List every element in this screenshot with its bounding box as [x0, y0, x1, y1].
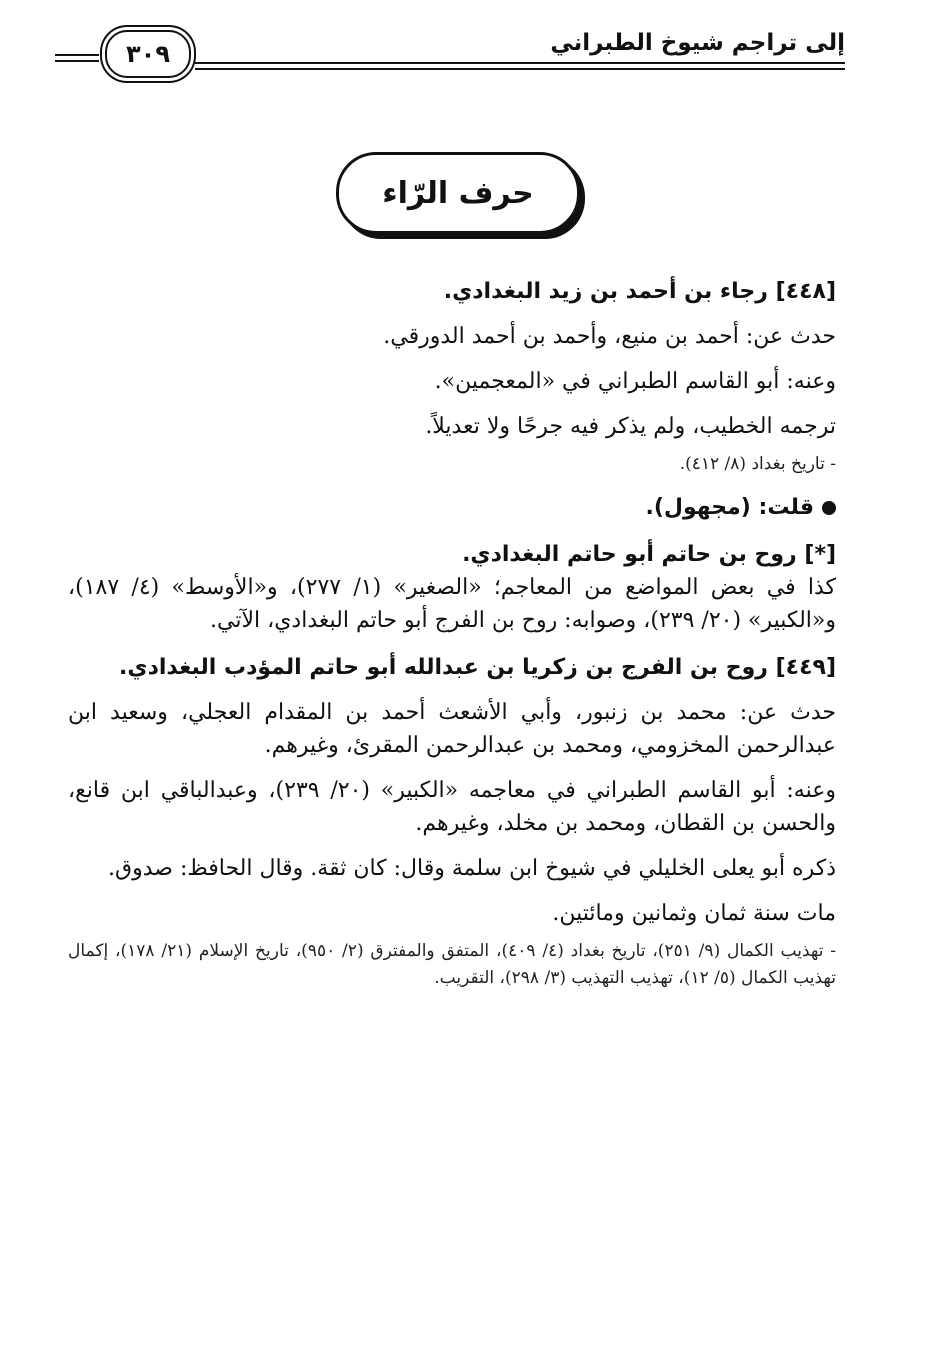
entry-line: حدث عن: أحمد بن منيع، وأحمد بن أحمد الدورقي.	[383, 324, 836, 349]
page-header	[55, 24, 845, 84]
entry-line: ترجمه الخطيب، ولم يذكر فيه جرحًا ولا تعديلاً.	[425, 414, 836, 439]
page-number: ٣٠٩	[105, 30, 191, 78]
entry-title: [*] روح بن حاتم أبو حاتم البغدادي.	[462, 542, 836, 568]
verdict-line	[68, 491, 836, 524]
entry-paragraph: حدث عن: محمد بن زنبور، وأبي الأشعث أحمد بن المقدام العجلي، وسعيد ابن عبدالرحمن المخزومي، ومحمد بن عبدالرحمن المقرئ، وغيرهم.	[68, 700, 836, 759]
header-rule-left-2	[55, 60, 99, 62]
main-text	[68, 275, 836, 991]
entry-title: [٤٤٨] رجاء بن أحمد بن زيد البغدادي.	[443, 279, 836, 304]
verdict-value: (مجهول).	[645, 495, 751, 521]
header-rule-left	[55, 54, 99, 56]
running-title: إلى تراجم شيوخ الطبراني	[550, 30, 845, 56]
bullet-icon	[822, 501, 836, 515]
source-reference: - تاريخ بغداد (٨/ ٤١٢).	[679, 454, 836, 474]
entry-paragraph: وعنه: أبو القاسم الطبراني في معاجمه «الكبير» (٢٠/ ٢٣٩)، وعبدالباقي ابن قانع، والحسن بن القطان، ومحمد بن مخلد، وغيرهم.	[68, 778, 836, 837]
entry-line: وعنه: أبو القاسم الطبراني في «المعجمين».	[434, 369, 836, 394]
source-reference: - تهذيب الكمال (٩/ ٢٥١)، تاريخ بغداد (٤/ ٤٠٩)، المتفق والمفترق (٢/ ٩٥٠)، تاريخ الإسلام (٢١/ ١٧٨)، إكمال تهذيب الكمال (٥/ ١٢)، تهذيب التهذيب (٣/ ٢٩٨)، التقريب.	[68, 941, 837, 988]
header-rule-right	[195, 62, 845, 64]
chapter-title: حرف الرّاء	[336, 152, 580, 234]
entry-paragraph: ذكره أبو يعلى الخليلي في شيوخ ابن سلمة وقال: كان ثقة. وقال الحافظ: صدوق.	[108, 856, 836, 882]
entry-paragraph: كذا في بعض المواضع من المعاجم؛ «الصغير» (١/ ٢٧٧)، و«الأوسط» (٤/ ١٨٧)، و«الكبير» (٢٠/ ٢٣٩)، وصوابه: روح بن الفرج أبو حاتم البغدادي، الآتي.	[68, 575, 836, 634]
entry-title: [٤٤٩] روح بن الفرج بن زكريا بن عبدالله أبو حاتم المؤدب البغدادي.	[119, 655, 836, 681]
entry-paragraph: مات سنة ثمان وثمانين ومائتين.	[552, 901, 836, 927]
verdict-label: قلت:	[758, 495, 814, 521]
header-rule-right-2	[195, 68, 845, 70]
